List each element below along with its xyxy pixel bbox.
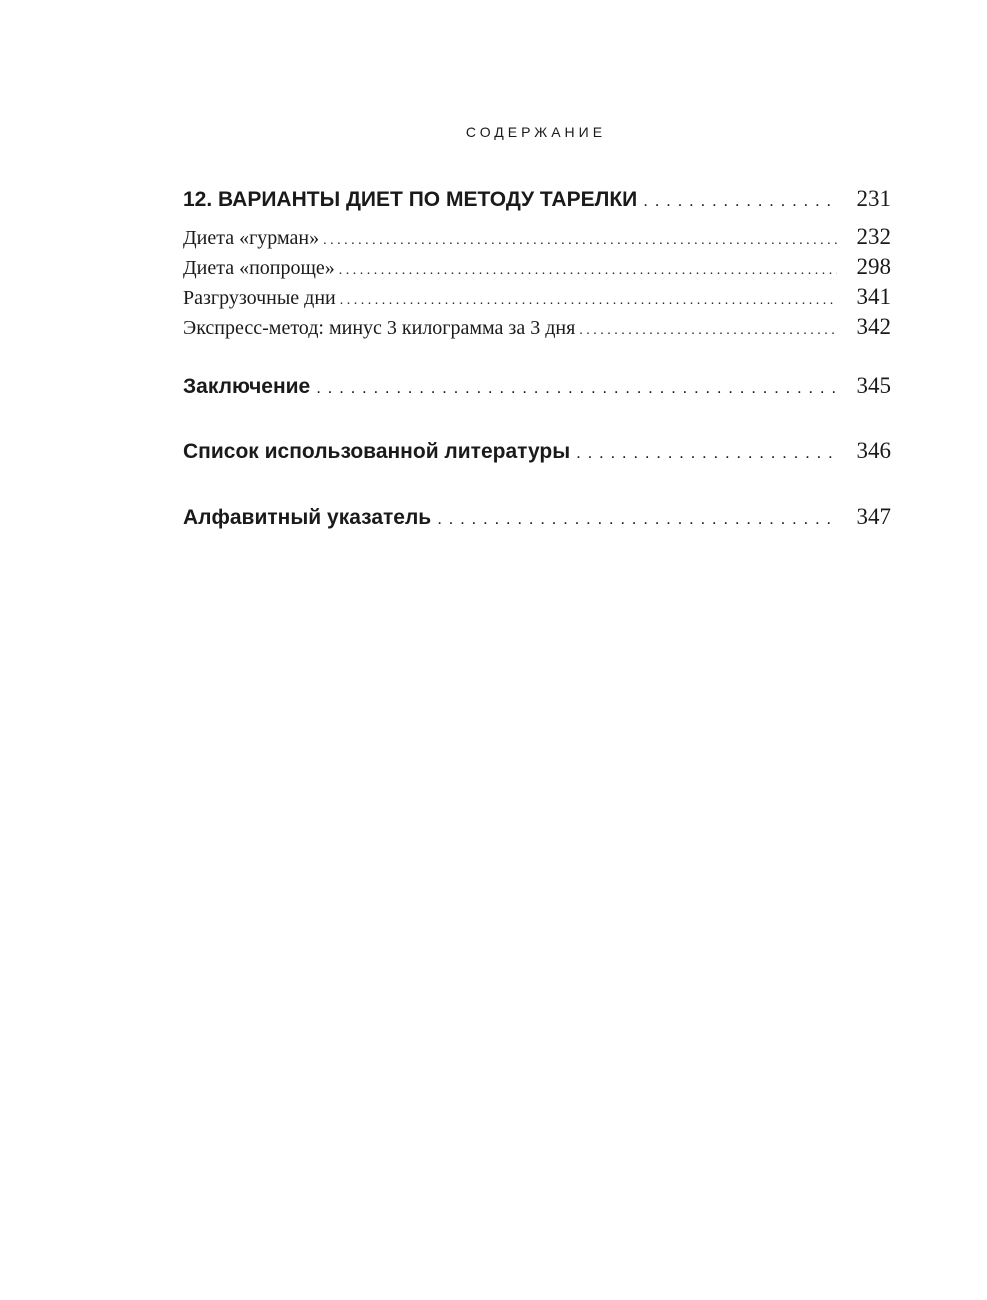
dot-leader — [340, 293, 837, 309]
toc-entry-chapter-12[interactable] — [183, 186, 891, 212]
toc-entry-diet-gourmet[interactable] — [183, 224, 891, 250]
toc-page-number: 298 — [856, 254, 891, 279]
toc-entry-fasting-days[interactable] — [183, 284, 891, 310]
toc-entry-bibliography[interactable] — [183, 438, 891, 464]
toc-entry-label: 12. ВАРИАНТЫ ДИЕТ ПО МЕТОДУ ТАРЕЛКИ — [183, 188, 638, 211]
toc-page-number: 345 — [856, 373, 891, 398]
toc-entry-label: Алфавитный указатель — [183, 506, 432, 529]
dot-leader — [643, 191, 837, 211]
toc-entry-express-method[interactable] — [183, 314, 891, 340]
page-header: СОДЕРЖАНИЕ — [465, 124, 607, 140]
toc-page-number: 341 — [856, 284, 891, 309]
toc-entry-conclusion[interactable] — [183, 373, 891, 399]
dot-leader — [579, 323, 837, 339]
toc-entry-index[interactable] — [183, 504, 891, 530]
toc-entry-diet-simpler[interactable] — [183, 254, 891, 280]
toc-entry-label: Диета «попроще» — [183, 257, 335, 279]
toc-entry-label: Диета «гурман» — [183, 227, 320, 249]
toc-entry-label: Экспресс-метод: минус 3 килограмма за 3 дня — [183, 317, 576, 339]
dot-leader — [323, 233, 837, 249]
toc-entry-label: Список использованной литературы — [183, 440, 571, 463]
dot-leader — [576, 443, 837, 463]
toc-page-number: 347 — [856, 504, 891, 529]
toc-page-number: 232 — [856, 224, 891, 249]
dot-leader — [437, 509, 837, 529]
toc-page-number: 231 — [856, 186, 891, 211]
dot-leader — [316, 378, 837, 398]
toc-entry-label: Разгрузочные дни — [183, 287, 336, 309]
dot-leader — [339, 263, 837, 279]
toc-page-number: 346 — [856, 438, 891, 463]
toc-entry-label: Заключение — [183, 375, 311, 398]
toc-page-number: 342 — [856, 314, 891, 339]
